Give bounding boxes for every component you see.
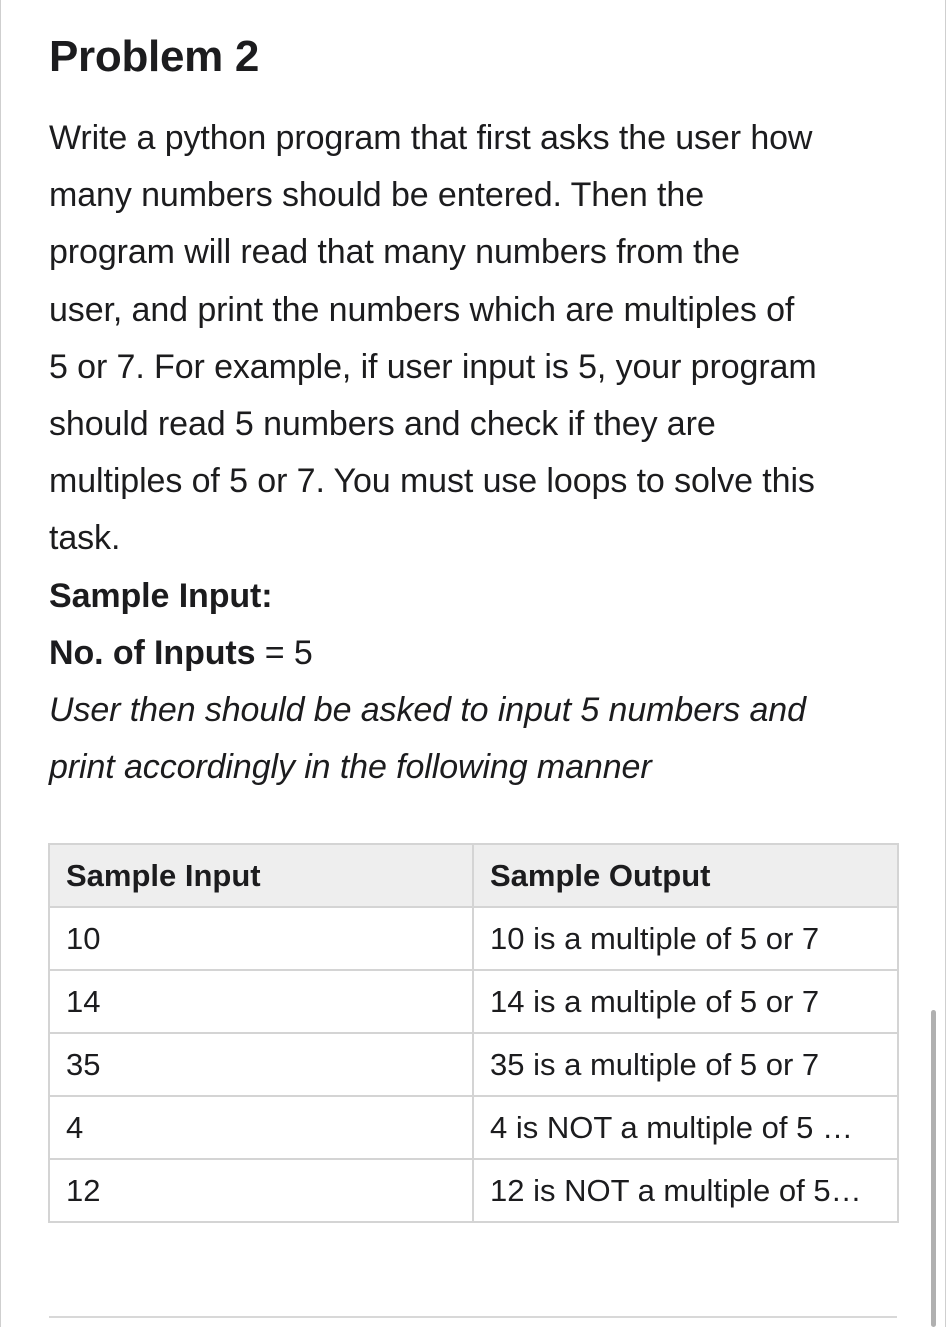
problem-description: [49, 110, 899, 796]
instruction-line: User then should be asked to input 5 numbers and: [49, 691, 806, 730]
sample-input-heading: Sample Input:: [49, 576, 273, 615]
inputs-count-label: No. of Inputs: [49, 633, 256, 672]
description-line: task.: [49, 519, 121, 558]
table-row: [49, 1096, 898, 1159]
header-sample-input: Sample Input: [49, 844, 473, 907]
problem-content: [49, 28, 899, 796]
sample-table: [48, 843, 899, 1223]
description-line: user, and print the numbers which are multiples of: [49, 290, 795, 329]
header-sample-output: Sample Output: [473, 844, 898, 907]
vertical-scrollbar[interactable]: [931, 1010, 936, 1327]
page-border-left: [0, 0, 1, 1327]
table-row: [49, 1033, 898, 1096]
sample-input-cell: 10: [49, 907, 473, 970]
sample-input-cell: 14: [49, 970, 473, 1033]
table-row: [49, 907, 898, 970]
sample-input-cell: 12: [49, 1159, 473, 1222]
bottom-divider: [49, 1316, 897, 1318]
description-line: program will read that many numbers from the: [49, 233, 740, 272]
table-header-row: [49, 844, 898, 907]
inputs-count-value: = 5: [255, 633, 313, 672]
sample-input-cell: 35: [49, 1033, 473, 1096]
problem-title: Problem 2: [49, 32, 260, 81]
description-line: multiples of 5 or 7. You must use loops to solve this: [49, 462, 815, 501]
sample-output-cell: 14 is a multiple of 5 or 7: [473, 970, 898, 1033]
description-line: Write a python program that first asks the user how: [49, 119, 813, 157]
sample-input-cell: 4: [49, 1096, 473, 1159]
instruction-line: print accordingly in the following manner: [49, 748, 652, 787]
sample-output-cell: 12 is NOT a multiple of 5…: [473, 1159, 898, 1222]
description-line: many numbers should be entered. Then the: [49, 176, 705, 215]
description-line: 5 or 7. For example, if user input is 5, your program: [49, 347, 817, 386]
table-row: [49, 970, 898, 1033]
sample-output-cell: 35 is a multiple of 5 or 7: [473, 1033, 898, 1096]
inputs-count-line: [49, 625, 899, 682]
sample-output-cell: 4 is NOT a multiple of 5 …: [473, 1096, 898, 1159]
table-row: [49, 1159, 898, 1222]
description-line: should read 5 numbers and check if they are: [49, 405, 716, 444]
sample-output-cell: 10 is a multiple of 5 or 7: [473, 907, 898, 970]
